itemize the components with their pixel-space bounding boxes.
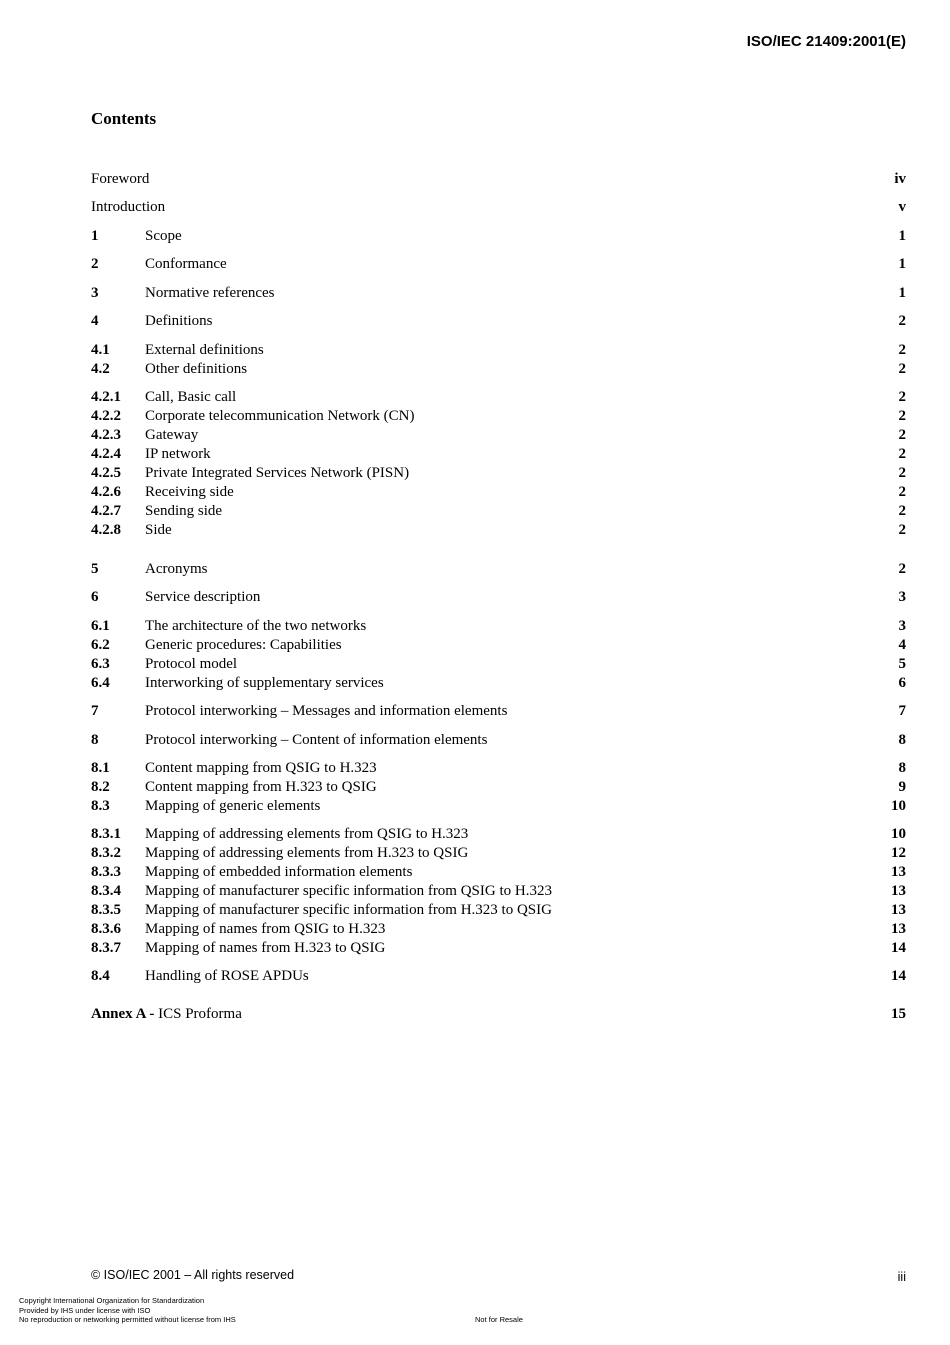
toc-entry[interactable]: [91, 588, 906, 607]
license-notice: [19, 1296, 236, 1325]
toc-entry[interactable]: [91, 939, 906, 958]
toc-page-number: 2: [898, 360, 906, 377]
toc-section-title: [91, 1005, 242, 1024]
toc-entry[interactable]: [91, 227, 906, 246]
toc-page-number: 10: [891, 797, 906, 814]
toc-section-title: Mapping of manufacturer specific information from QSIG to H.323: [145, 883, 552, 900]
toc-entry[interactable]: [91, 778, 906, 797]
toc-page-number: 4: [898, 636, 906, 653]
toc-section-number: 1: [91, 227, 99, 244]
toc-page-number: 2: [898, 445, 906, 462]
toc-entry[interactable]: [91, 863, 906, 882]
toc-entry[interactable]: [91, 825, 906, 844]
toc-section-title: Receiving side: [145, 483, 234, 500]
toc-page-number: 2: [898, 502, 906, 519]
toc-section-title: IP network: [145, 445, 211, 462]
toc-section-number: 8.3.2: [91, 845, 121, 862]
toc-section-number: 4.1: [91, 341, 110, 358]
toc-section-title: External definitions: [145, 341, 264, 358]
toc-section-number: 8.3.5: [91, 901, 121, 918]
toc-entry[interactable]: [91, 521, 906, 540]
toc-page-number: 6: [898, 674, 906, 691]
toc-entry[interactable]: [91, 445, 906, 464]
toc-section-number: 8.3.3: [91, 864, 121, 881]
toc-group: [91, 284, 906, 303]
toc-section-number: 8.3: [91, 797, 110, 814]
toc-section-title: Normative references: [145, 284, 275, 301]
table-of-contents: [91, 170, 906, 1024]
toc-section-number: 8.3.4: [91, 883, 121, 900]
toc-entry[interactable]: [91, 655, 906, 674]
toc-section-number: 4.2.4: [91, 445, 121, 462]
toc-entry[interactable]: [91, 341, 906, 360]
toc-page-number: 9: [898, 778, 906, 795]
toc-section-title: Service description: [145, 589, 261, 606]
toc-page-number: 1: [898, 256, 906, 273]
toc-page-number: 8: [898, 760, 906, 777]
toc-section-number: 4.2: [91, 360, 110, 377]
toc-entry[interactable]: [91, 483, 906, 502]
toc-section-title: Sending side: [145, 502, 223, 519]
toc-group: [91, 560, 906, 579]
license-line: Copyright International Organization for Standardization: [19, 1296, 205, 1305]
toc-page-number: 13: [891, 901, 906, 918]
copyright-footer: © ISO/IEC 2001 – All rights reserved: [91, 1268, 295, 1282]
toc-section-title: Mapping of addressing elements from H.323 to QSIG: [145, 845, 469, 862]
toc-section-title: Private Integrated Services Network (PISN): [145, 464, 410, 481]
toc-page-number: 13: [891, 864, 906, 881]
toc-page-number: 2: [898, 483, 906, 500]
toc-section-number: 4.2.1: [91, 389, 121, 406]
toc-entry[interactable]: [91, 502, 906, 521]
toc-page-number: 2: [898, 389, 906, 406]
toc-group: [91, 388, 906, 539]
toc-entry[interactable]: [91, 426, 906, 445]
toc-section-number: 4.2.5: [91, 464, 121, 481]
toc-section-title: Interworking of supplementary services: [145, 674, 384, 691]
document-id-header: ISO/IEC 21409:2001(E): [746, 33, 906, 50]
toc-section-number: 6.1: [91, 617, 110, 634]
toc-page-number: 7: [898, 703, 906, 720]
toc-section-title: Mapping of embedded information elements: [145, 864, 413, 881]
toc-section-number: 4: [91, 313, 99, 330]
annex-title: ICS Proforma: [154, 1006, 242, 1023]
toc-section-title: Protocol model: [145, 655, 238, 672]
toc-section-title: Side: [145, 521, 172, 538]
toc-group: [91, 967, 906, 986]
toc-section-number: 6: [91, 589, 99, 606]
toc-section-title: Content mapping from QSIG to H.323: [145, 760, 377, 777]
toc-section-title: Gateway: [145, 427, 199, 444]
toc-entry[interactable]: [91, 255, 906, 274]
toc-section-title: Introduction: [91, 199, 166, 216]
toc-section-number: 3: [91, 284, 99, 301]
toc-page-number: 5: [898, 655, 906, 672]
toc-entry[interactable]: [91, 360, 906, 379]
toc-group: [91, 170, 906, 189]
toc-page-number: 2: [898, 521, 906, 538]
toc-section-title: Scope: [145, 227, 182, 244]
toc-entry[interactable]: [91, 617, 906, 636]
toc-entry[interactable]: [91, 882, 906, 901]
toc-group: [91, 312, 906, 331]
toc-section-number: 8.1: [91, 760, 110, 777]
toc-section-title: Content mapping from H.323 to QSIG: [145, 778, 377, 795]
toc-section-title: Acronyms: [145, 561, 208, 577]
toc-section-number: 5: [91, 561, 99, 577]
toc-group: [91, 198, 906, 217]
toc-group: [91, 731, 906, 750]
toc-entry[interactable]: [91, 560, 906, 579]
toc-page-number: 1: [898, 284, 906, 301]
toc-section-number: 8.3.1: [91, 826, 121, 843]
toc-page-number: 2: [898, 561, 906, 577]
toc-page-number: 2: [898, 408, 906, 425]
toc-section-title: Mapping of generic elements: [145, 797, 321, 814]
toc-page-number: 3: [898, 617, 906, 634]
toc-section-number: 6.2: [91, 636, 110, 653]
toc-entry[interactable]: [91, 731, 906, 750]
toc-page-number: v: [898, 199, 906, 216]
toc-section-number: 2: [91, 256, 99, 273]
toc-section-title: Mapping of names from H.323 to QSIG: [145, 939, 386, 956]
toc-entry[interactable]: [91, 901, 906, 920]
toc-section-title: Mapping of addressing elements from QSIG to H.323: [145, 826, 469, 843]
license-line: Provided by IHS under license with ISO: [19, 1305, 151, 1315]
license-line: No reproduction or networking permitted without license from IHS: [19, 1315, 236, 1324]
toc-section-title: Definitions: [145, 313, 213, 330]
toc-entry[interactable]: [91, 284, 906, 303]
toc-page-number: 12: [891, 845, 906, 862]
toc-section-title: Other definitions: [145, 360, 248, 377]
toc-section-number: 8: [91, 731, 99, 748]
toc-section-number: 4.2.6: [91, 483, 121, 500]
toc-entry[interactable]: [91, 464, 906, 483]
toc-section-title: Generic procedures: Capabilities: [145, 636, 342, 653]
toc-entry[interactable]: [91, 636, 906, 655]
toc-section-number: 4.2.2: [91, 408, 121, 425]
toc-group: [91, 227, 906, 246]
toc-page-number: 13: [891, 883, 906, 900]
toc-page-number: 10: [891, 826, 906, 843]
toc-group: [91, 617, 906, 693]
toc-section-title: Mapping of names from QSIG to H.323: [145, 920, 386, 937]
toc-entry[interactable]: [91, 797, 906, 816]
toc-group: [91, 825, 906, 957]
toc-page-number: 3: [898, 589, 906, 606]
toc-group: [91, 588, 906, 607]
toc-section-number: 6.4: [91, 674, 110, 691]
toc-group: [91, 1005, 906, 1024]
toc-section-number: 8.3.6: [91, 920, 121, 937]
contents-heading: Contents: [91, 109, 157, 128]
toc-section-number: 8.4: [91, 968, 110, 985]
toc-entry[interactable]: [91, 844, 906, 863]
toc-section-title: Conformance: [145, 256, 227, 273]
toc-page-number: 2: [898, 341, 906, 358]
toc-section-title: Foreword: [91, 171, 150, 187]
toc-section-number: 4.2.7: [91, 502, 121, 519]
toc-section-title: Handling of ROSE APDUs: [145, 968, 309, 985]
toc-section-number: 8.2: [91, 778, 110, 795]
toc-entry[interactable]: [91, 759, 906, 778]
toc-entry[interactable]: [91, 1005, 906, 1024]
toc-page-number: 8: [898, 731, 906, 748]
toc-page-number: 1: [898, 227, 906, 244]
toc-group: [91, 255, 906, 274]
toc-page-number: iv: [894, 171, 906, 187]
toc-section-title: Mapping of manufacturer specific information from H.323 to QSIG: [145, 901, 552, 918]
toc-entry[interactable]: [91, 198, 906, 217]
toc-page-number: 13: [891, 920, 906, 937]
toc-section-title: Protocol interworking – Content of information elements: [145, 731, 488, 748]
toc-group: [91, 759, 906, 816]
toc-page-number: 15: [891, 1006, 906, 1023]
toc-entry[interactable]: [91, 967, 906, 986]
toc-page-number: 2: [898, 464, 906, 481]
resale-notice: Not for Resale: [475, 1315, 523, 1324]
toc-section-number: 4.2.8: [91, 521, 121, 538]
toc-group: [91, 702, 906, 721]
toc-page-number: 14: [891, 939, 906, 956]
toc-section-number: 6.3: [91, 655, 110, 672]
annex-label: Annex A -: [91, 1006, 155, 1023]
toc-page-number: 2: [898, 313, 906, 330]
toc-entry[interactable]: [91, 674, 906, 693]
toc-section-number: 4.2.3: [91, 427, 121, 444]
toc-page-number: 2: [898, 427, 906, 444]
toc-entry[interactable]: [91, 388, 906, 407]
page-number: iii: [897, 1270, 906, 1284]
toc-entry[interactable]: [91, 170, 906, 189]
toc-entry[interactable]: [91, 312, 906, 331]
toc-section-title: Protocol interworking – Messages and information elements: [145, 703, 508, 720]
toc-section-title: Corporate telecommunication Network (CN): [145, 408, 415, 425]
toc-group: [91, 341, 906, 379]
toc-section-number: 8.3.7: [91, 939, 121, 956]
toc-entry[interactable]: [91, 702, 906, 721]
toc-entry[interactable]: [91, 920, 906, 939]
toc-entry[interactable]: [91, 407, 906, 426]
toc-page-number: 14: [891, 968, 906, 985]
toc-section-title: Call, Basic call: [145, 389, 237, 406]
toc-section-title: The architecture of the two networks: [145, 617, 367, 634]
toc-section-number: 7: [91, 703, 99, 720]
